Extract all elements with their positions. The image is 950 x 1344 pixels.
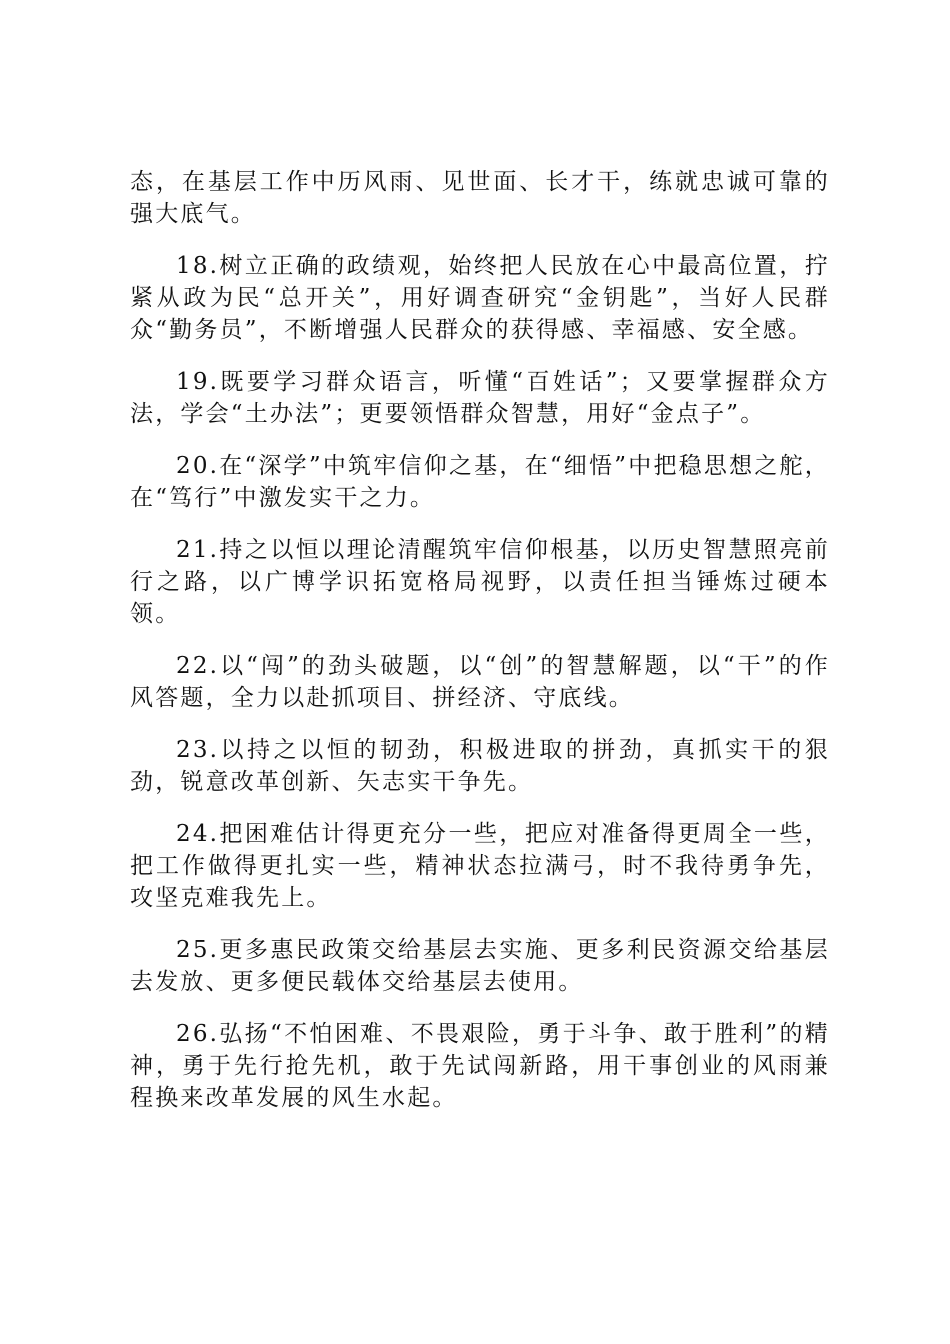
paragraph-24: 24.把困难估计得更充分一些，把应对准备得更周全一些，把工作做得更扎实一些，精神状态拉满弓，时不我待勇争先，攻坚克难我先上。 <box>130 821 830 911</box>
paragraph-19: 19.既要学习群众语言，听懂“百姓话”；又要掌握群众方法，学会“土办法”；更要领悟群众智慧，用好“金点子”。 <box>130 369 830 427</box>
paragraph-26: 26.弘扬“不怕困难、不畏艰险，勇于斗争、敢于胜利”的精神，勇于先行抢先机，敢于先试闯新路，用干事创业的风雨兼程换来改革发展的风生水起。 <box>130 1021 830 1111</box>
paragraph-21: 21.持之以恒以理论清醒筑牢信仰根基，以历史智慧照亮前行之路，以广博学识拓宽格局视野，以责任担当锤炼过硬本领。 <box>130 537 830 627</box>
document-body <box>130 166 830 1134</box>
paragraph-20: 20.在“深学”中筑牢信仰之基，在“细悟”中把稳思想之舵，在“笃行”中激发实干之力。 <box>130 453 830 511</box>
paragraph-18: 18.树立正确的政绩观，始终把人民放在心中最高位置，拧紧从政为民“总开关”，用好调查研究“金钥匙”，当好人民群众“勤务员”，不断增强人民群众的获得感、幸福感、安全感。 <box>130 253 830 343</box>
paragraph-continuation: 态，在基层工作中历风雨、见世面、长才干，练就忠诚可靠的强大底气。 <box>130 169 830 227</box>
paragraph-23: 23.以持之以恒的韧劲，积极进取的拼劲，真抓实干的狠劲，锐意改革创新、矢志实干争先。 <box>130 737 830 795</box>
paragraph-22: 22.以“闯”的劲头破题，以“创”的智慧解题，以“干”的作风答题，全力以赴抓项目、拼经济、守底线。 <box>130 653 830 711</box>
paragraph-25: 25.更多惠民政策交给基层去实施、更多利民资源交给基层去发放、更多便民载体交给基层去使用。 <box>130 937 830 995</box>
